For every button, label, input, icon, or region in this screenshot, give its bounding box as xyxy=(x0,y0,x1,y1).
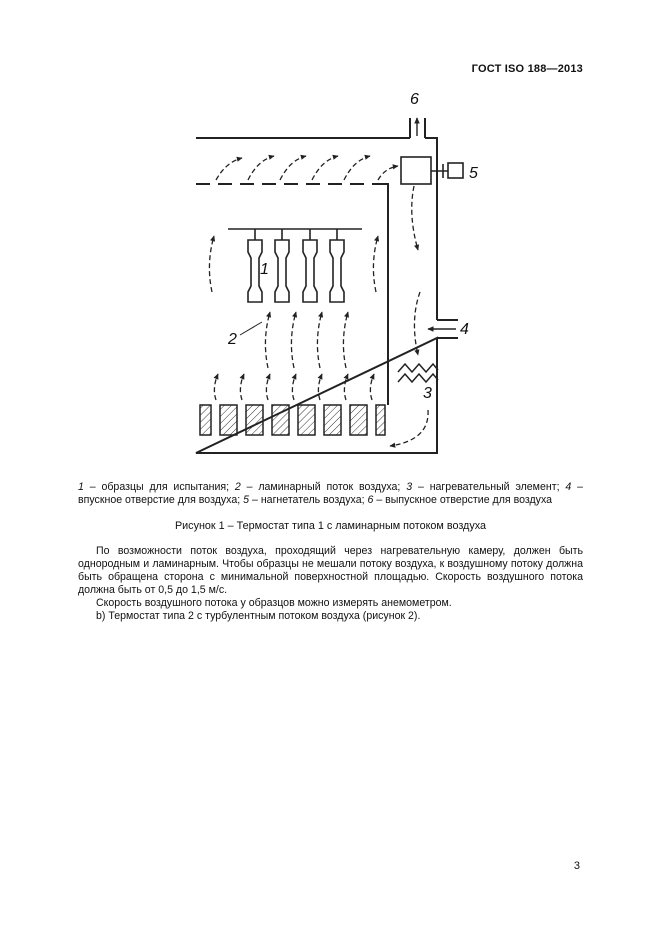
legend-text: – выпускное отверстие для воздуха xyxy=(373,494,553,506)
legend-num: 5 xyxy=(243,494,250,506)
label-3: 3 xyxy=(423,385,432,402)
legend-text: – образцы для испытания; xyxy=(83,481,235,493)
label-leader xyxy=(240,322,262,335)
legend-text: – впускное отверстие для воздуха; xyxy=(78,481,583,506)
legend-num: 3 xyxy=(406,481,413,493)
air-distribution-grill xyxy=(200,405,385,435)
label-4: 4 xyxy=(460,321,469,338)
paragraph: По возможности поток воздуха, проходящий через нагревательную камеру, должен быть однородным и ламинарным. Чтобы образцы не мешали потоку воздуха, к воздушному потоку должна быть обращена сторона с минимальной поверхностной площадью. Скорость воздушного потока должна быть от 0,5 до 1,5 м/с. xyxy=(78,545,583,596)
airflow-arrows xyxy=(209,156,428,446)
inner-partition xyxy=(196,184,388,405)
paragraph: Скорость воздушного потока у образцов можно измерять анемометром. xyxy=(96,597,452,609)
paragraph: b) Термостат типа 2 с турбулентным потоком воздуха (рисунок 2). xyxy=(96,610,421,622)
figure-title: Рисунок 1 – Термостат типа 1 с ламинарным потоком воздуха xyxy=(174,520,487,532)
legend-text: – ламинарный поток воздуха; xyxy=(240,481,407,493)
label-6: 6 xyxy=(410,91,419,108)
label-2: 2 xyxy=(228,331,237,348)
document-code: ГОСТ ISO 188—2013 xyxy=(471,63,583,75)
label-5: 5 xyxy=(469,165,478,182)
test-specimen xyxy=(303,240,317,302)
air-inlet xyxy=(428,320,458,338)
air-outlet xyxy=(410,118,425,138)
page-number: 3 xyxy=(573,860,580,872)
body-text xyxy=(78,545,583,623)
legend-text: – нагнетатель воздуха; xyxy=(249,494,368,506)
specimen-rack xyxy=(228,229,362,302)
legend-num: 4 xyxy=(565,481,572,493)
heating-element xyxy=(398,364,438,382)
air-blower xyxy=(401,157,463,184)
figure-legend xyxy=(78,481,583,507)
label-1: 1 xyxy=(260,261,269,278)
legend-num: 2 xyxy=(234,481,241,493)
legend-num: 1 xyxy=(78,481,84,493)
test-specimen xyxy=(275,240,289,302)
legend-num: 6 xyxy=(367,494,374,506)
test-specimen xyxy=(330,240,344,302)
legend-text: – нагревательный элемент; xyxy=(412,481,566,493)
